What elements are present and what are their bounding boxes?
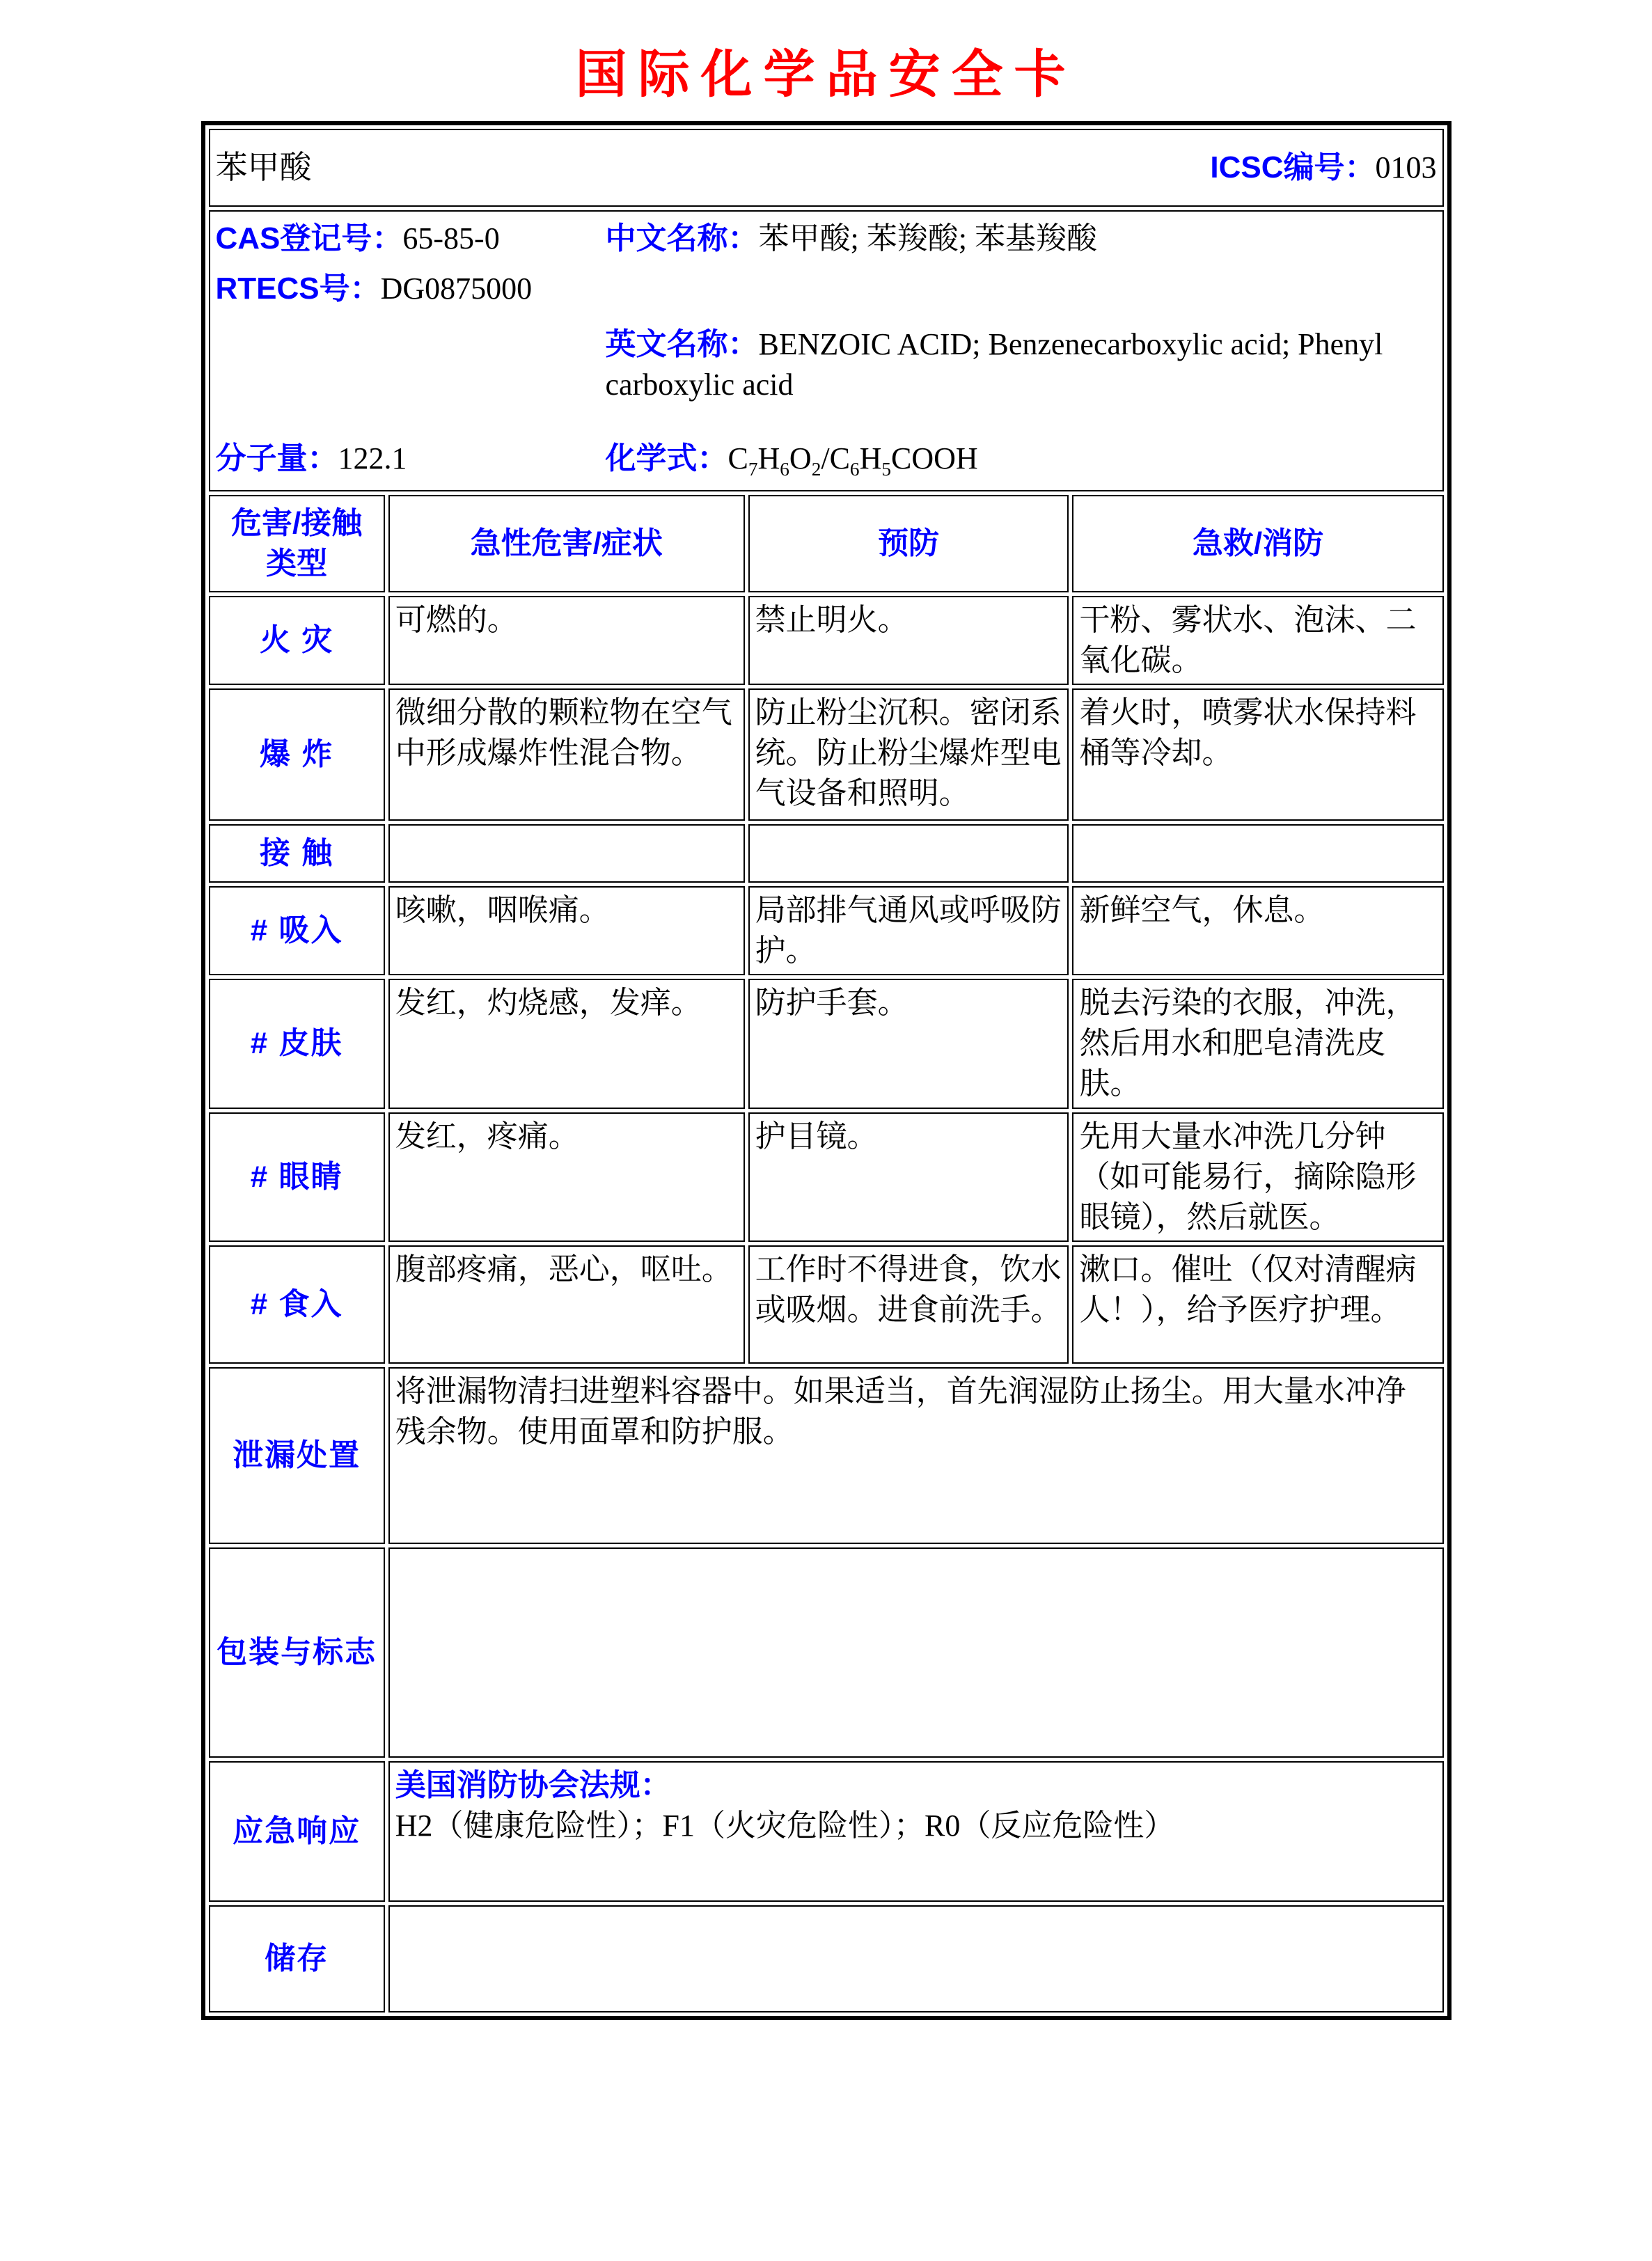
en-name-value: BENZOIC ACID; Benzenecarboxylic acid; Phenyl carboxylic acid	[605, 327, 1383, 402]
table-row-skin	[209, 979, 1444, 1108]
substance-name: 苯甲酸	[215, 149, 312, 185]
explosion-symptoms-cell: 微细分散的颗粒物在空气中形成爆炸性混合物。	[388, 688, 745, 821]
row-label-explosion: 爆 炸	[209, 688, 385, 821]
cn-name-line	[606, 219, 1437, 259]
formula-line	[606, 439, 1437, 479]
storage-content-cell	[388, 1905, 1444, 2012]
spillage-content-cell: 将泄漏物清扫进塑料容器中。如果适当，首先润湿防止扬尘。用大量水冲净残余物。使用面罩和防护服。	[388, 1367, 1444, 1544]
eyes-firstaid-cell: 先用大量水冲洗几分钟（如可能易行，摘除隐形眼镜），然后就医。	[1072, 1112, 1443, 1242]
cas-label: CAS登记号：	[215, 221, 403, 255]
formula-value: $C_7H_6O_2/C_6H_5COOH$	[727, 441, 978, 480]
ingestion-symptoms-cell: 腹部疼痛，恶心，呕吐。	[388, 1245, 745, 1364]
nfpa-value: H2（健康危险性）；F1（火灾危险性）；R0（反应危险性）	[395, 1808, 1175, 1843]
row-label-inhalation: # 吸入	[209, 886, 385, 975]
cas-value: 65-85-0	[402, 221, 500, 255]
emergency-content-cell	[388, 1761, 1444, 1902]
column-header-prevention: 预防	[748, 495, 1069, 592]
rtecs-line	[216, 269, 606, 309]
column-header-row	[209, 495, 1444, 592]
column-header-type-line2: 类型	[266, 546, 328, 581]
contact-firstaid-cell	[1072, 824, 1443, 883]
explosion-prevention-cell: 防止粉尘沉积。密闭系统。防止粉尘爆炸型电气设备和照明。	[748, 688, 1069, 821]
row-label-packaging: 包装与标志	[209, 1547, 385, 1758]
ingestion-prevention-cell: 工作时不得进食，饮水或吸烟。进食前洗手。	[748, 1245, 1069, 1364]
fire-prevention-cell: 禁止明火。	[748, 596, 1069, 685]
fire-symptoms-cell: 可燃的。	[388, 596, 745, 685]
rtecs-label: RTECS号：	[215, 271, 381, 306]
contact-symptoms-cell	[388, 824, 745, 883]
icsc-number-value: 0103	[1375, 150, 1437, 184]
column-header-type	[209, 495, 385, 592]
inhalation-symptoms-cell: 咳嗽，咽喉痛。	[388, 886, 745, 975]
column-header-type-line1: 危害/接触	[231, 505, 363, 540]
table-row-packaging	[209, 1547, 1444, 1758]
identity-row	[209, 210, 1444, 491]
safety-card-table	[201, 121, 1452, 2020]
packaging-content-cell	[388, 1547, 1444, 1758]
icsc-number-label: ICSC编号：	[1210, 150, 1376, 184]
inhalation-prevention-cell: 局部排气通风或呼吸防护。	[748, 886, 1069, 975]
table-row-contact	[209, 824, 1444, 883]
column-header-firstaid: 急救/消防	[1072, 495, 1443, 592]
en-name-label: 英文名称：	[605, 327, 759, 362]
cas-line	[216, 219, 606, 259]
identity-cell	[209, 210, 1444, 491]
row-label-skin: # 皮肤	[209, 979, 385, 1108]
header-row	[209, 129, 1444, 207]
mw-value: 122.1	[338, 441, 407, 476]
ingestion-firstaid-cell: 漱口。催吐（仅对清醒病人！），给予医疗护理。	[1072, 1245, 1443, 1364]
formula-label: 化学式：	[605, 441, 728, 476]
row-label-contact: 接 触	[209, 824, 385, 883]
rtecs-value: DG0875000	[380, 271, 533, 306]
fire-firstaid-cell: 干粉、雾状水、泡沫、二氧化碳。	[1072, 596, 1443, 685]
column-header-symptoms: 急性危害/症状	[388, 495, 745, 592]
icsc-number	[1210, 148, 1436, 188]
row-label-storage: 储存	[209, 1905, 385, 2012]
row-label-emergency: 应急响应	[209, 1761, 385, 1902]
skin-firstaid-cell: 脱去污染的衣服，冲洗，然后用水和肥皂清洗皮肤。	[1072, 979, 1443, 1108]
table-row-eyes	[209, 1112, 1444, 1242]
table-row-storage	[209, 1905, 1444, 2012]
skin-symptoms-cell: 发红，灼烧感，发痒。	[388, 979, 745, 1108]
contact-prevention-cell	[748, 824, 1069, 883]
table-row-ingestion	[209, 1245, 1444, 1364]
table-row-fire	[209, 596, 1444, 685]
explosion-firstaid-cell: 着火时，喷雾状水保持料桶等冷却。	[1072, 688, 1443, 821]
row-label-fire: 火 灾	[209, 596, 385, 685]
mw-line	[216, 439, 606, 479]
row-label-eyes: # 眼睛	[209, 1112, 385, 1242]
skin-prevention-cell: 防护手套。	[748, 979, 1069, 1108]
nfpa-label: 美国消防协会法规：	[395, 1767, 671, 1802]
en-name-line	[606, 324, 1437, 405]
table-row-spillage	[209, 1367, 1444, 1544]
row-label-ingestion: # 食入	[209, 1245, 385, 1364]
eyes-symptoms-cell: 发红，疼痛。	[388, 1112, 745, 1242]
cn-name-value: 苯甲酸; 苯羧酸; 苯基羧酸	[758, 221, 1097, 255]
table-row-explosion	[209, 688, 1444, 821]
inhalation-firstaid-cell: 新鲜空气，休息。	[1072, 886, 1443, 975]
mw-label: 分子量：	[215, 441, 338, 476]
page-title: 国际化学品安全卡	[575, 47, 1077, 104]
cn-name-label: 中文名称：	[605, 221, 759, 255]
eyes-prevention-cell: 护目镜。	[748, 1112, 1069, 1242]
header-cell	[209, 129, 1444, 207]
table-row-inhalation	[209, 886, 1444, 975]
table-row-emergency	[209, 1761, 1444, 1902]
row-label-spillage: 泄漏处置	[209, 1367, 385, 1544]
